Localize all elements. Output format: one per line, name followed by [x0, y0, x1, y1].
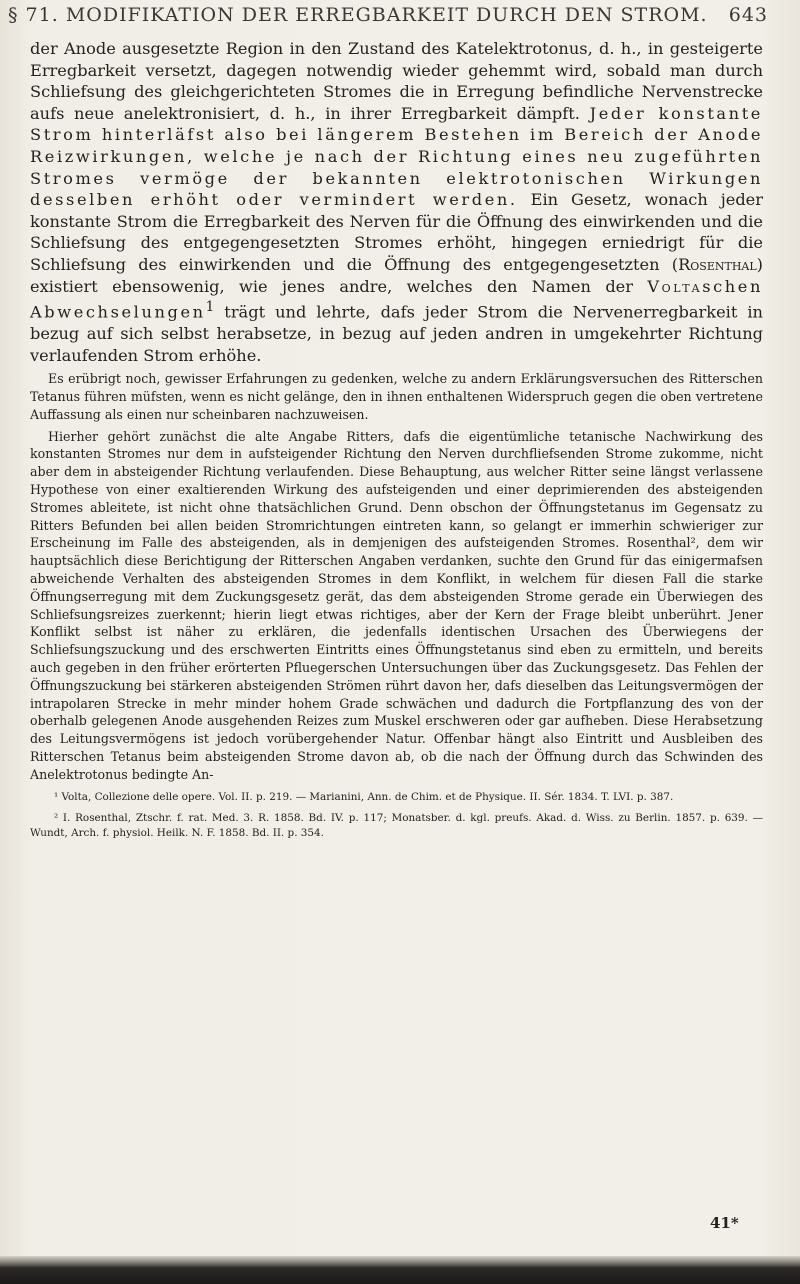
paragraph-main: [30, 38, 763, 366]
signature-mark: 41*: [710, 1214, 739, 1232]
volta-term: schen Abwechselungen: [30, 276, 763, 322]
body-text: [30, 38, 763, 841]
small-paragraph-2: Hierher gehört zunächst die alte Angabe Ritters, dafs die eigentümliche tetanische Nachwirkung des konstanten Stromes nur dem in aufsteigender Richtung den Nerven durchfliefsenden Strome zukomme, nicht aber dem in absteigender Richtung verlaufenden. Diese Behauptung, aus welcher Ritter seine längst verlassene Hypothese von einer exaltierenden Wirkung des aufsteigenden und einer deprimierenden des absteigenden Stromes ableitete, ist nicht ohne thatsächlichen Grund. Denn obschon der Öffnungstetanus im Gegensatz zu Ritters Befunden bei allen beiden Stromrichtungen eintreten kann, so gelangt er immerhin schwieriger zur Erscheinung im Falle des absteigenden, als in demjenigen des aufsteigenden Stromes. Rosenthal², dem wir hauptsächlich diese Berichtigung der Ritterschen Angaben verdanken, suchte den Grund für das einigermafsen abweichende Verhalten des absteigenden Stromes in dem Konflikt, in welchem für diesen Fall die starke Öffnungserregung mit dem Zuckungsgesetz gerät, das dem absteigenden Strome gerade ein Überwiegen des Schliefsungsreizes zuerkennt; hierin liegt etwas richtiges, aber der Kern der Frage bleibt unberührt. Jener Konflikt selbst ist näher zu erklären, die jedenfalls identischen Ursachen des Überwiegens der Schliefsungszuckung und des erschwerten Eintritts eines Öffnungstetanus sind eben zu ermitteln, und bereits auch gegeben in den früher erörterten Pfluegerschen Untersuchungen über das Zuckungsgesetz. Das Fehlen der Öffnungszuckung bei stärkeren absteigenden Strömen rührt davon her, dafs dieselben das Leitungsvermögen der intrapolaren Strecke in mehr minder hohem Grade schwächen und dadurch die Fortpflanzung des von der oberhalb gelegenen Anode ausgehenden Reizes zum Muskel erschweren oder gar aufheben. Diese Herabsetzung des Leitungsvermögens ist jedoch vorübergehender Natur. Offenbar hängt also Eintritt und Ausbleiben des Ritterschen Tetanus beim absteigenden Strome davon ab, ob die nach der Öffnung durch das Schwinden des Anelektrotonus bedingte An-: [30, 428, 763, 782]
scan-bottom-edge: [0, 1256, 800, 1284]
running-title: MODIFIKATION DER ERREGBARKEIT DURCH DEN STROM.: [65, 4, 708, 26]
author-name-volta: Volta: [647, 276, 703, 296]
footnote-ref-1: 1: [205, 299, 215, 316]
running-header: [8, 4, 768, 32]
footnote-1: ¹ Volta, Collezione delle opere. Vol. II. p. 219. — Marianini, Ann. de Chim. et de Physique. II. Sér. 1834. T. LVI. p. 387.: [54, 790, 674, 803]
paragraph-main-part-f: trägt und lehrte, dafs jeder Strom die Nervenerregbarkeit in bezug auf sich selbst herabsetze, in bezug auf jeden andren in umgekehrter Richtung verlaufenden Strom erhöhe.: [30, 302, 763, 365]
footnote-2: ² I. Rosenthal, Ztschr. f. rat. Med. 3. R. 1858. Bd. IV. p. 117; Monatsber. d. kgl. preufs. Akad. d. Wiss. zu Berlin. 1857. p. 639. — Wundt, Arch. f. physiol. Heilk. N. F. 1858. Bd. II. p. 354.: [30, 811, 763, 839]
paragraph-main-part-a: der Anode ausgesetzte Region in den Zustand des Katelektrotonus, d. h., in gesteigerte Erregbarkeit versetzt, dagegen notwendig wieder gehemmt wird, sobald man durch Schliefsung des gleichgerichteten Stromes die in Erregung befindliche Nervenstrecke aufs neue anelektronisiert, d. h., in ihrer Erregbarkeit dämpft.: [30, 39, 763, 123]
small-paragraph-1: Es erübrigt noch, gewisser Erfahrungen zu gedenken, welche zu andern Erklärungsversuchen des Ritterschen Tetanus führen müfsten, wenn es nicht gelänge, den in ihnen enthaltenen Widerspruch gegen die oben vertretene Auffassung als einen nur scheinbaren nachzuweisen.: [30, 371, 763, 422]
paragraph-main-part-c: Ein Gesetz, wonach jeder konstante Strom die Erregbarkeit des Nerven für die Öffnung des einwirkenden und die Schliefsung des entgegengesetzten Stromes erhöht, hingegen erniedrigt für die Schliefsung des einwirkenden und die Öffnung des entgegengesetzten (: [30, 190, 763, 274]
author-name-rosenthal: Rosenthal: [678, 254, 757, 274]
emphasized-sentence: Jeder konstante Strom hinterläfst also bei längerem Bestehen im Bereich der Anode Reizwirkungen, welche je nach der Richtung eines neu zugeführten Stromes vermöge der bekannten elektrotonischen Wirkungen desselben erhöht oder vermindert werden.: [30, 103, 763, 210]
page-number: 643: [728, 4, 768, 26]
section-number: § 71.: [8, 4, 59, 26]
paragraph-main-part-d: ) existiert ebensowenig, wie jenes andre, welches den Namen der: [30, 254, 763, 296]
